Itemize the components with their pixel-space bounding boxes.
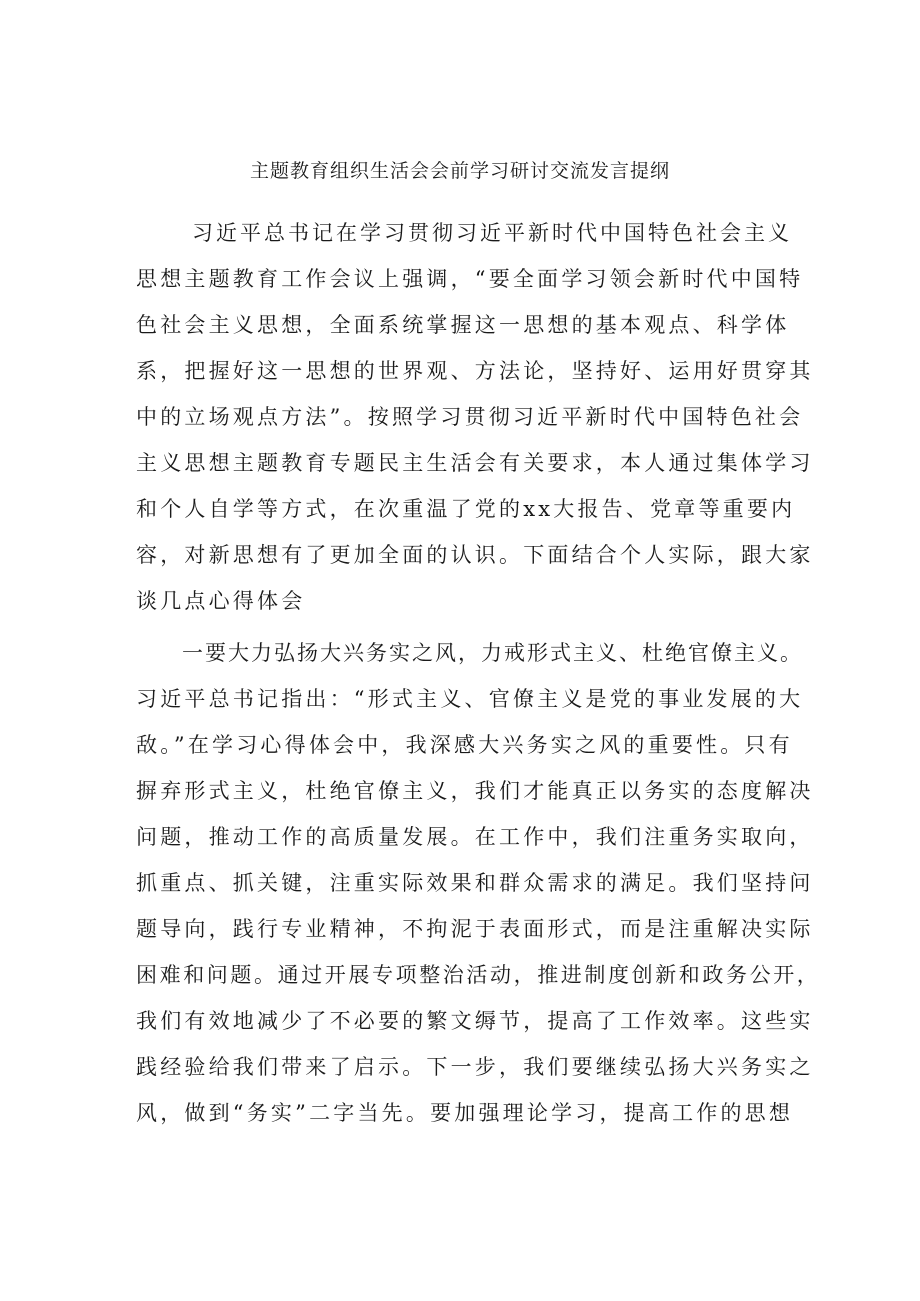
- paragraph-2-line-5: 问题，推动工作的高质量发展。在工作中，我们注重务实取向，: [136, 825, 814, 849]
- paragraph-2-line-8: 困难和问题。通过开展专项整治活动，推进制度创新和政务公开，: [136, 963, 821, 987]
- paragraph-1-line-8: 容，对新思想有了更加全面的认识。下面结合个人实际，跟大家: [136, 543, 814, 567]
- paragraph-2-line-10: 践经验给我们带来了启示。下一步，我们要继续弘扬大兴务实之: [136, 1055, 814, 1079]
- document-title: 主题教育组织生活会会前学习研讨交流发言提纲: [249, 160, 670, 182]
- paragraph-2-line-7: 题导向，践行专业精神，不拘泥于表面形式，而是注重解决实际: [136, 917, 814, 941]
- paragraph-1-line-7: 和个人自学等方式，在次重温了党的xx大报告、党章等重要内: [136, 497, 796, 521]
- paragraph-1-line-2: 思想主题教育工作会议上强调，“要全面学习领会新时代中国特: [136, 267, 804, 291]
- paragraph-2-line-1: 一要大力弘扬大兴务实之风，力戒形式主义、杜绝官僚主义。: [182, 641, 803, 665]
- paragraph-2-line-11: 风，做到“务实”二字当先。要加强理论学习，提高工作的思想: [136, 1101, 794, 1125]
- paragraph-1-line-9: 谈几点心得体会: [136, 589, 306, 613]
- paragraph-2-line-6: 抓重点、抓关键，注重实际效果和群众需求的满足。我们坚持问: [136, 871, 814, 895]
- paragraph-2-line-4: 摒弃形式主义，杜绝官僚主义，我们才能真正以务实的态度解决: [136, 779, 814, 803]
- paragraph-1-line-3: 色社会主义思想，全面系统掌握这一思想的基本观点、科学体: [136, 313, 790, 337]
- paragraph-1-line-1: 习近平总书记在学习贯彻习近平新时代中国特色社会主义: [192, 221, 792, 245]
- paragraph-1-line-4: 系，把握好这一思想的世界观、方法论，坚持好、运用好贯穿其: [136, 359, 814, 383]
- paragraph-1-line-6: 主义思想主题教育专题民主生活会有关要求，本人通过集体学习: [136, 451, 814, 475]
- paragraph-2-line-9: 我们有效地减少了不必要的繁文缛节，提高了工作效率。这些实: [136, 1009, 814, 1033]
- paragraph-2-line-2: 习近平总书记指出：“形式主义、官僚主义是党的事业发展的大: [136, 687, 804, 711]
- paragraph-2-line-3: 敌。”在学习心得体会中，我深感大兴务实之风的重要性。只有: [136, 733, 793, 757]
- paragraph-1-line-5: 中的立场观点方法”。按照学习贯彻习近平新时代中国特色社会: [136, 405, 804, 429]
